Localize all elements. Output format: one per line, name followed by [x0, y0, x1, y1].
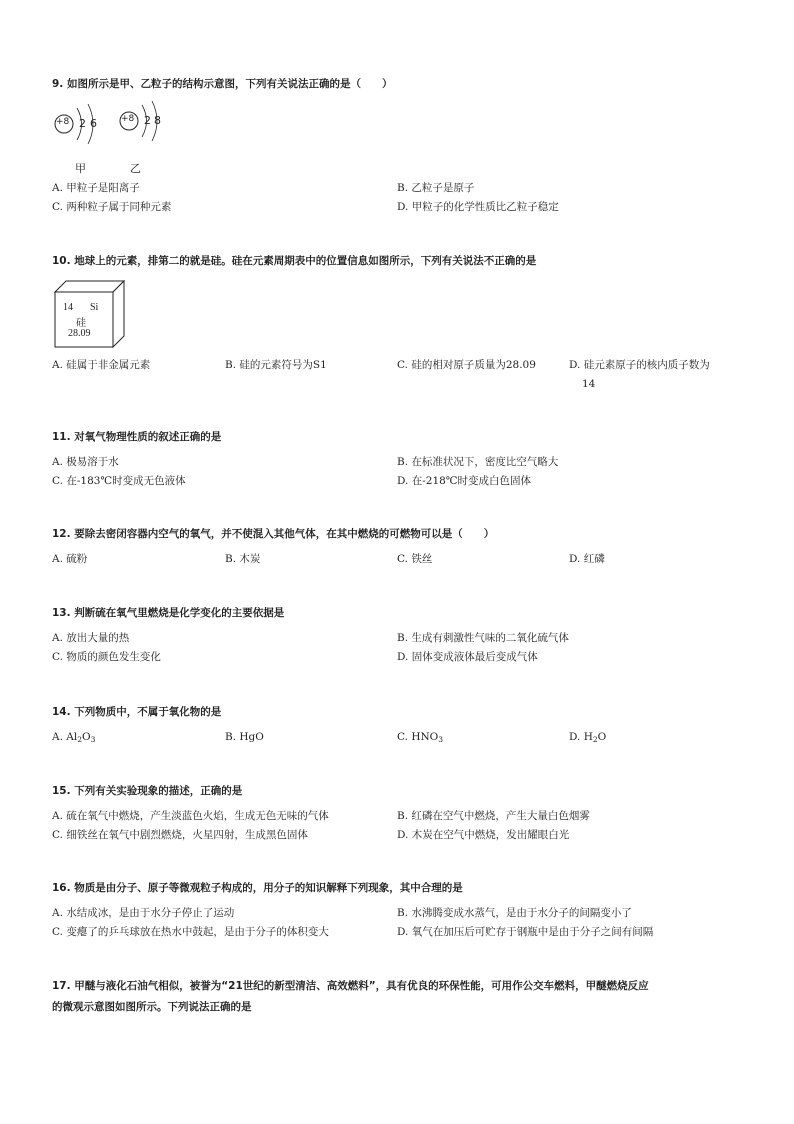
- subscript: 3: [438, 735, 444, 744]
- option-d-text: O: [597, 731, 607, 743]
- atomic-number: 14: [63, 302, 73, 313]
- option-c[interactable]: C. 在-183℃时变成无色液体: [52, 475, 186, 487]
- option-b-text: B. HgO: [225, 731, 264, 743]
- cube-side-face: [113, 281, 124, 347]
- option-a-text: O: [81, 731, 91, 743]
- jia-shell-1-count: 2: [79, 117, 86, 130]
- option-c[interactable]: C. 细铁丝在氧气中剧烈燃烧，火星四射，生成黑色固体: [52, 829, 308, 841]
- yi-shell-1-count: 2: [144, 114, 151, 127]
- question-15-stem: 15. 下列有关实验现象的描述，正确的是: [52, 785, 243, 797]
- option-b[interactable]: B. 木炭: [225, 553, 261, 565]
- jia-shell-2-count: 6: [90, 117, 97, 130]
- option-a[interactable]: A. 硫粉: [52, 553, 88, 565]
- option-b[interactable]: [225, 728, 264, 747]
- yi-shell-2-count: 8: [154, 114, 161, 127]
- question-14-stem: 14. 下列物质中，不属于氧化物的是: [52, 706, 222, 718]
- jia-label: 甲: [75, 162, 86, 175]
- option-d-continued: 14: [582, 378, 596, 390]
- question-11-stem: 11. 对氧气物理性质的叙述正确的是: [52, 431, 222, 443]
- option-c[interactable]: C. 物质的颜色发生变化: [52, 651, 161, 663]
- option-a[interactable]: A. 硅属于非金属元素: [52, 359, 151, 371]
- option-b[interactable]: B. 硅的元素符号为S1: [225, 359, 327, 371]
- question-11: [52, 428, 752, 491]
- option-b[interactable]: B. 乙粒子是原子: [397, 182, 475, 194]
- question-9-stem: 9. 如图所示是甲、乙粒子的结构示意图，下列有关说法正确的是（ ）: [52, 78, 393, 90]
- yi-nucleus-charge: +8: [121, 114, 135, 124]
- question-15: [52, 782, 752, 845]
- cube-top-face: [55, 281, 124, 292]
- option-b[interactable]: B. 生成有刺激性气味的二氧化硫气体: [397, 632, 569, 644]
- question-9-options: [52, 179, 752, 217]
- element-symbol: Si: [90, 302, 99, 313]
- option-d[interactable]: D. 木炭在空气中燃烧，发出耀眼白光: [397, 829, 570, 841]
- yi-label: 乙: [130, 162, 141, 175]
- question-10-options: [52, 356, 752, 394]
- question-14: [52, 703, 752, 747]
- option-c[interactable]: [397, 728, 443, 749]
- option-b[interactable]: B. 水沸腾变成水蒸气，是由于水分子的间隔变小了: [397, 907, 632, 919]
- option-a[interactable]: A. 甲粒子是阳离子: [52, 182, 140, 194]
- jia-nucleus-charge: +8: [56, 117, 70, 127]
- option-d[interactable]: D. 硅元素原子的核内质子数为: [569, 359, 710, 371]
- option-d-text: D. H: [569, 731, 593, 743]
- question-16-stem: 16. 物质是由分子、原子等微观粒子构成的，用分子的知识解释下列现象，其中合理的是: [52, 882, 463, 894]
- option-d[interactable]: D. 在-218℃时变成白色固体: [397, 475, 532, 487]
- periodic-table-cell: [54, 280, 126, 348]
- question-9: [52, 75, 752, 93]
- option-c[interactable]: C. 硅的相对原子质量为28.09: [397, 359, 536, 371]
- option-d[interactable]: D. 红磷: [569, 553, 605, 565]
- option-a[interactable]: A. 硫在氧气中燃烧，产生淡蓝色火焰，生成无色无味的气体: [52, 810, 329, 822]
- question-10: [52, 252, 752, 270]
- option-c-text: C. HNO: [397, 731, 439, 743]
- option-d[interactable]: D. 甲粒子的化学性质比乙粒子稳定: [397, 201, 559, 213]
- question-10-stem: 10. 地球上的元素，排第二的就是硅。硅在元素周期表中的位置信息如图所示，下列有关说法不正确的是: [52, 255, 537, 267]
- question-12-stem: 12. 要除去密闭容器内空气的氧气，并不使混入其他气体，在其中燃烧的可燃物可以是（ ）: [52, 528, 495, 540]
- question-12: [52, 525, 752, 569]
- option-b[interactable]: B. 在标准状况下，密度比空气略大: [397, 456, 559, 468]
- option-a[interactable]: A. 极易溶于水: [52, 456, 119, 468]
- option-a[interactable]: [52, 728, 95, 749]
- option-b[interactable]: B. 红磷在空气中燃烧，产生大量白色烟雾: [397, 810, 590, 822]
- question-17-stem-line-1: 17. 甲醚与液化石油气相似，被誉为“21世纪的新型清洁、高效燃料”，具有优良的环保性能，可用作公交车燃料，甲醚燃烧反应: [52, 980, 649, 992]
- question-17-stem-line-2: 的微观示意图如图所示。下列说法正确的是: [52, 1001, 252, 1013]
- atom-structure-figure: [50, 100, 180, 180]
- option-c[interactable]: C. 两种粒子属于同种元素: [52, 201, 172, 213]
- question-13-stem: 13. 判断硫在氧气里燃烧是化学变化的主要依据是: [52, 607, 285, 619]
- option-c[interactable]: C. 变瘪了的乒乓球放在热水中鼓起，是由于分子的体积变大: [52, 926, 329, 938]
- element-name: 硅: [76, 318, 86, 329]
- option-d[interactable]: D. 固体变成液体最后变成气体: [397, 651, 538, 663]
- subscript: 2: [77, 735, 82, 744]
- atomic-mass: 28.09: [68, 328, 91, 339]
- subscript: 3: [90, 735, 96, 744]
- option-d[interactable]: D. 氧气在加压后可贮存于钢瓶中是由于分子之间有间隔: [397, 926, 654, 938]
- question-13: [52, 604, 752, 667]
- subscript: 2: [592, 735, 598, 744]
- option-d[interactable]: [569, 728, 606, 749]
- option-a[interactable]: A. 放出大量的热: [52, 632, 130, 644]
- option-c[interactable]: C. 铁丝: [397, 553, 433, 565]
- option-a-text: A. Al: [52, 731, 78, 743]
- question-16: [52, 879, 752, 942]
- option-a[interactable]: A. 水结成冰，是由于水分子停止了运动: [52, 907, 235, 919]
- question-17: [52, 977, 752, 1016]
